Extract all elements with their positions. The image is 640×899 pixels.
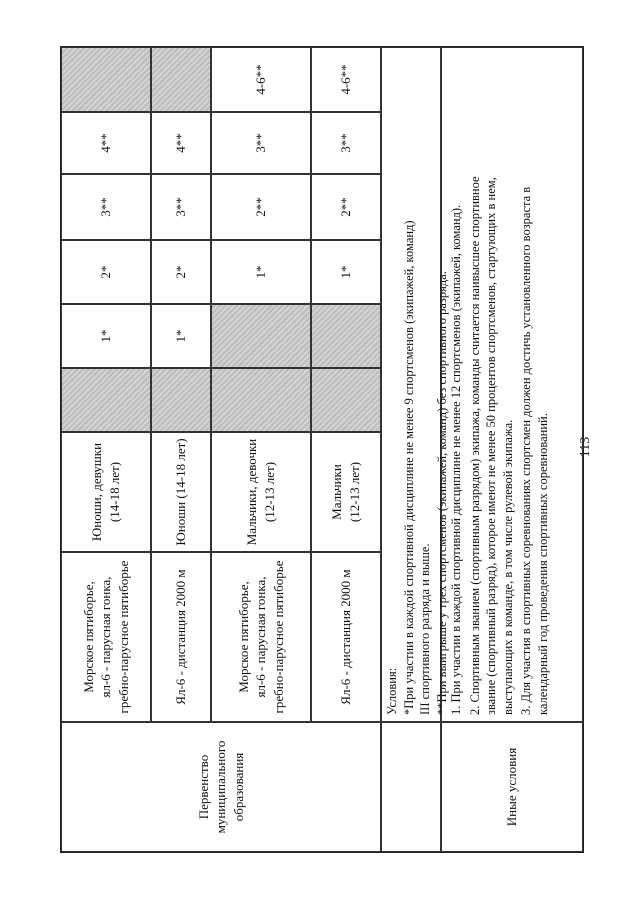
group-line: Юноши, девушки [89,442,105,542]
place-cell [211,368,311,432]
other-paragraph [518,55,551,715]
condition-line: III спортивного разряда и выше. [418,543,432,715]
other-paragraph [448,55,465,715]
row-label-text: Первенство муниципального образования [195,740,246,834]
other-paragraph [467,55,517,715]
place-cell: 1* [61,304,151,368]
place-cell: 3** [61,174,151,240]
other-line: звание (спортивный разряд), которое имеют не менее 50 процентов спортсменов, стартующих в нем, [484,177,498,715]
group-cell [151,432,211,552]
row-label-municipal [61,722,381,852]
place-cell [61,368,151,432]
other-line: 1. При участии в каждой спортивной дисциплине не менее 12 спортсменов (экипажей, команд). [449,204,463,715]
place-cell [311,368,381,432]
other-line: 3. Для участия в спортивных соревнованиях спортсмен должен достичь установленного возраста в [519,186,533,715]
discipline-line: Ял-6 - дистанция 2000 м [338,569,354,705]
place-cell [61,47,151,112]
discipline-cell [151,552,211,722]
place-cell: 2** [311,174,381,240]
place-cell [151,368,211,432]
group-line: (12-13 лет) [347,461,362,523]
row-label-text: Иные условия [504,747,520,827]
group-line: Мальчики [329,464,345,520]
place-cell: 4** [61,112,151,174]
page-number: 113 [578,436,593,458]
discipline-line: гребно-парусное пятиборье [270,560,286,714]
row-label-other [441,722,583,852]
group-line: (14-18 лет) [107,461,122,523]
place-cell [211,304,311,368]
place-cell: 2** [211,174,311,240]
conditions-cell [381,47,449,722]
classification-table [60,46,584,853]
place-cell: 3** [211,112,311,174]
place-cell [311,304,381,368]
discipline-cell [61,552,151,722]
condition-line: *При участии в каждой спортивной дисциплине не менее 9 спортсменов (экипажей, команд) [401,220,416,715]
place-cell: 2* [61,240,151,304]
place-cell: 3** [311,112,381,174]
other-conditions-text [448,55,553,715]
discipline-line: гребно-парусное пятиборье [115,560,131,714]
discipline-line: ял-6 - парусная гонка, [253,576,269,698]
row-label-spacer [381,722,441,852]
condition-line: **При выигрыше у трех спортсменов (экипажей, команд) без спортивного разряда. [434,271,449,715]
place-cell: 1* [151,304,211,368]
discipline-line: Морское пятиборье, [80,581,96,693]
condition-line: Условия: [385,667,399,715]
other-line: 2. Спортивным званием (спортивным разрядом) экипажа, команды считается наивысшее спортивное [467,176,482,715]
place-cell: 2* [151,240,211,304]
group-line: Юноши (14-18 лет) [173,438,189,546]
place-cell [151,47,211,112]
discipline-line: ял-6 - парусная гонка, [98,576,114,698]
place-cell: 1* [311,240,381,304]
place-cell: 3** [151,174,211,240]
other-line: выступающих в команде, в том числе рулевой экипажа. [500,419,515,715]
discipline-line: Ял-6 - дистанция 2000 м [173,569,189,705]
group-line: (12-13 лет) [262,461,277,523]
place-cell: 4-6** [211,47,311,112]
discipline-line: Морское пятиборье, [235,581,251,693]
discipline-cell [311,552,381,722]
group-line: Мальчики, девочки [244,438,260,546]
place-cell: 1* [211,240,311,304]
other-line: календарный год проведения спортивных соревнований. [535,413,550,715]
discipline-cell [211,552,311,722]
group-cell [311,432,381,552]
place-cell: 4** [151,112,211,174]
group-cell [61,432,151,552]
place-cell: 4-6** [311,47,381,112]
group-cell [211,432,311,552]
other-conditions-cell [441,47,583,722]
